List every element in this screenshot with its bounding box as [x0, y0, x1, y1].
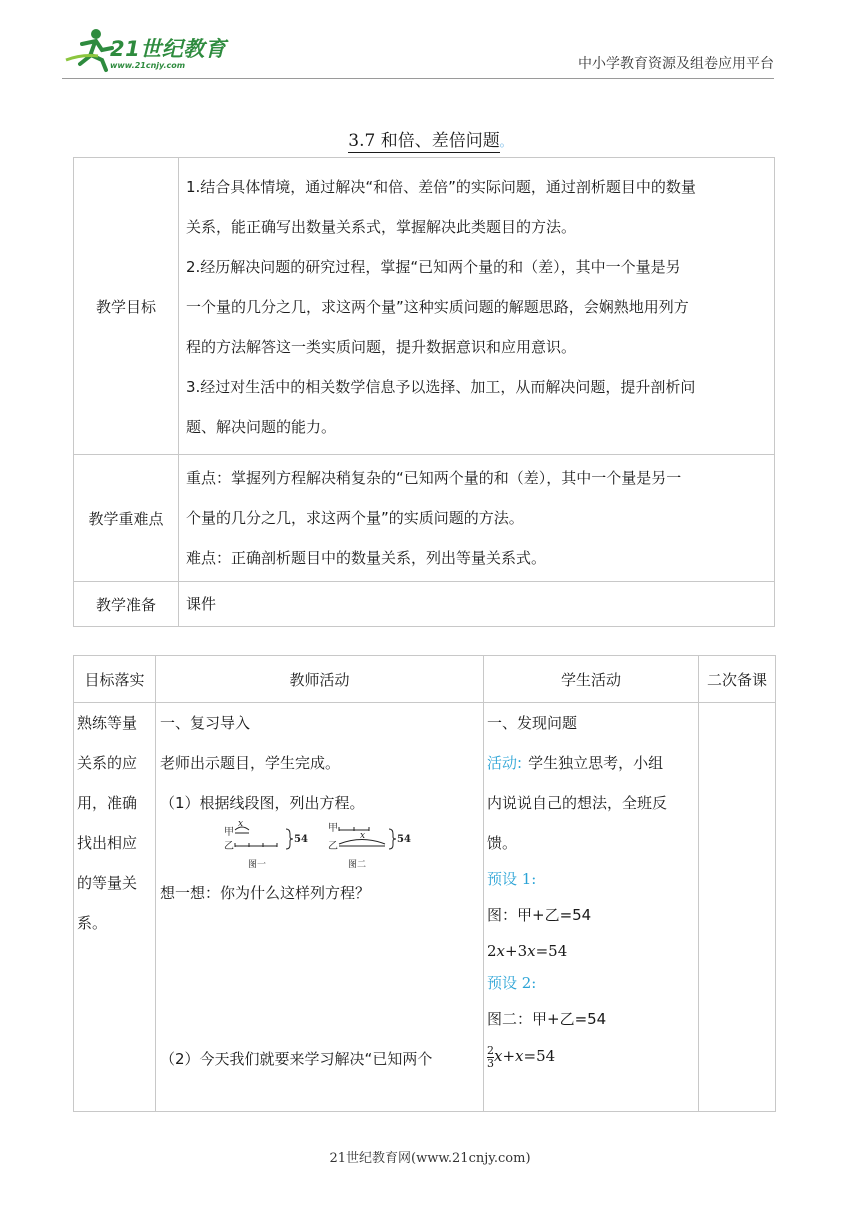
preset-2-label: 预设 2: — [487, 974, 537, 992]
footer: 21世纪教育网(www.21cnjy.com) — [329, 1151, 531, 1166]
goal-line: 用，准确 — [77, 794, 138, 812]
total-label-1: 54 — [294, 834, 308, 845]
activity-table — [73, 655, 776, 1112]
activity-text: 学生独立思考，小组 — [528, 754, 664, 772]
student-activity — [487, 743, 698, 783]
fraction-denominator: 3 — [487, 1056, 494, 1070]
preparation-content: 课件 — [179, 582, 775, 627]
teacher-cell — [156, 703, 484, 1112]
activity-label: 活动: — [487, 754, 523, 772]
keypoint-line: 个量的几分之几，求这两个量”的实质问题的方法。 — [186, 509, 524, 527]
equation-1: 2x+3x=54 — [487, 942, 568, 960]
activity-text: 馈。 — [487, 834, 518, 852]
header-divider — [62, 78, 774, 79]
row-label: 教学目标 — [74, 158, 179, 455]
keypoint-line: 重点：掌握列方程解决稍复杂的“已知两个量的和（差），其中一个量是另一 — [186, 469, 682, 487]
caption-1: 图一 — [248, 860, 267, 870]
equation-2 — [487, 1039, 698, 1073]
goal-cell — [74, 703, 156, 1112]
goal-line: 关系的应 — [77, 754, 138, 772]
second-prep-cell — [699, 703, 776, 1112]
logo-text: 21世纪教育 — [110, 37, 227, 61]
goal-line: 1.结合具体情境，通过解决“和倍、差倍”的实际问题，通过剖析题目中的数量 — [186, 178, 696, 196]
teacher-line: 老师出示题目，学生完成。 — [160, 754, 341, 772]
label-jia-2: 甲 — [328, 823, 338, 834]
keypoints-content — [179, 455, 775, 582]
total-label-2: 54 — [397, 834, 411, 845]
keypoint-line: 难点：正确剖析题目中的数量关系，列出等量关系式。 — [186, 549, 547, 567]
fraction-two-thirds — [487, 1045, 494, 1070]
teacher-think: 想一想：你为什么这样列方程？ — [160, 884, 371, 902]
table-header-row — [74, 656, 776, 703]
goal-line: 的等量关 — [77, 874, 138, 892]
figure-1-equation: 图：甲+乙=54 — [487, 906, 592, 924]
row-label: 教学准备 — [74, 582, 179, 627]
logo-url: www.21cnjy.com — [110, 61, 186, 70]
goals-content — [179, 158, 775, 455]
goal-line: 2.经历解决问题的研究过程，掌握“已知两个量的和（差），其中一个量是另 — [186, 258, 681, 276]
table-row — [74, 158, 775, 455]
label-yi-2: 乙 — [328, 841, 338, 852]
figure-2-equation: 图二：甲+乙=54 — [487, 1010, 607, 1028]
activity-text: 内说说自己的想法，全班反 — [487, 794, 668, 812]
goal-line: 系。 — [77, 914, 108, 932]
title-text: 3.7 和倍、差倍问题 — [348, 131, 500, 151]
table-row — [74, 703, 776, 1112]
goal-line: 一个量的几分之几，求这两个量”这种实质问题的解题思路，会娴熟地用列方 — [186, 298, 689, 316]
x-label-1: x — [238, 821, 244, 829]
goal-line: 关系，能正确写出数量关系式，掌握解决此类题目的方法。 — [186, 218, 577, 236]
caption-2: 图二 — [348, 860, 367, 870]
teacher-question-1: （1）根据线段图，列出方程。 — [160, 794, 365, 812]
label-yi-1: 乙 — [224, 841, 234, 852]
teacher-question-2: （2）今天我们就要来学习解决“已知两个 — [160, 1050, 433, 1068]
column-header: 二次备课 — [699, 656, 776, 703]
goal-line: 题、解决问题的能力。 — [186, 418, 337, 436]
title-dot: 。 — [499, 135, 512, 149]
equation-2-rest: x+x=54 — [494, 1047, 556, 1065]
table-row — [74, 582, 775, 627]
student-section-title: 一、发现问题 — [487, 714, 578, 732]
row-label: 教学重难点 — [74, 455, 179, 582]
goal-line: 找出相应 — [77, 834, 138, 852]
teacher-section-title: 一、复习导入 — [160, 714, 251, 732]
student-cell — [484, 703, 699, 1112]
table-row — [74, 455, 775, 582]
column-header: 教师活动 — [156, 656, 484, 703]
column-header: 目标落实 — [74, 656, 156, 703]
x-label-2: x — [360, 831, 366, 841]
fraction-numerator: 2 — [487, 1043, 494, 1057]
goal-line: 程的方法解答这一类实质问题，提升数据意识和应用意识。 — [186, 338, 577, 356]
page-title — [0, 126, 860, 151]
column-header: 学生活动 — [484, 656, 699, 703]
platform-name: 中小学教育资源及组卷应用平台 — [578, 56, 774, 72]
goal-line: 3.经过对生活中的相关数学信息予以选择、加工，从而解决问题，提升剖析问 — [186, 378, 696, 396]
goal-line: 熟练等量 — [77, 714, 138, 732]
preset-1-label: 预设 1: — [487, 870, 537, 888]
line-segment-diagram — [220, 821, 480, 871]
label-jia-1: 甲 — [224, 827, 234, 838]
info-table — [73, 157, 775, 627]
